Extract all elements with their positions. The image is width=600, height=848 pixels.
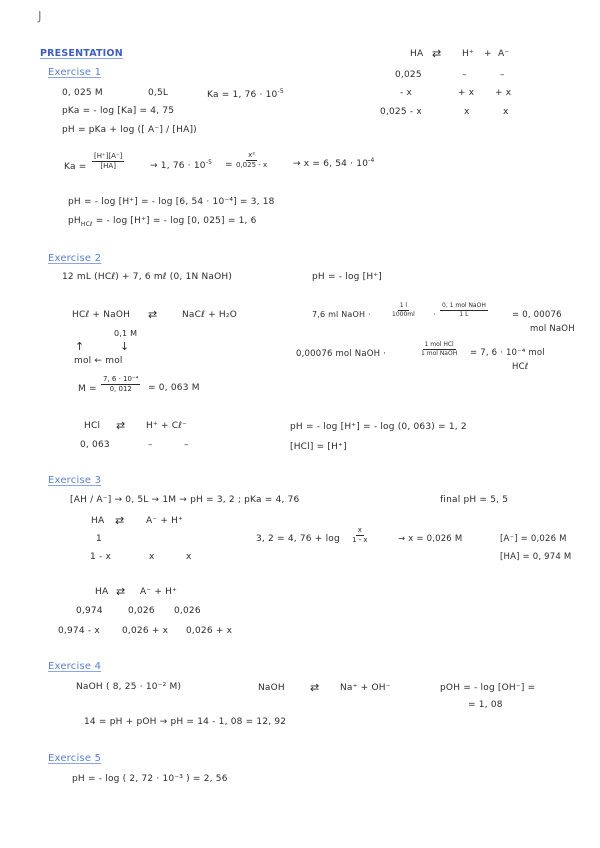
ex1-ph-formula: pH = pKa + log ([ A⁻] / [HA]) bbox=[62, 125, 197, 135]
exercise-3-heading: Exercise 3 bbox=[48, 475, 102, 486]
ex2-conv1-frac1-num: 1 l bbox=[399, 302, 408, 309]
ex3-ha-conc: [HA] = 0, 974 M bbox=[500, 552, 572, 562]
ex1-ka-result-exp: -4 bbox=[368, 157, 375, 164]
ex2-conv1-result: = 0, 00076 bbox=[512, 310, 562, 320]
ice-r1c2: – bbox=[462, 70, 467, 80]
ex2-conv2-frac-num: 1 mol HCl bbox=[424, 341, 454, 348]
ice-r2c3: + x bbox=[495, 88, 512, 98]
ex2-conv1-prefix: 7,6 ml NaOH · bbox=[312, 310, 371, 319]
ex4-poh: pOH = - log [OH⁻] = bbox=[440, 683, 536, 693]
ex1-ka-frac2-den: 0,025 - x bbox=[236, 161, 268, 169]
ex2-conv1-frac1-den: 1000ml bbox=[392, 311, 415, 318]
ex1-ka bbox=[207, 89, 284, 100]
ex2-diss-arrow: ⇄ bbox=[116, 419, 126, 432]
ex1-ka-text: Ka = 1, 76 · 10 bbox=[207, 90, 278, 100]
ex2-arrow-down: ↓ bbox=[120, 340, 130, 353]
ex1-ka-mid bbox=[150, 160, 212, 171]
exercise-2-heading: Exercise 2 bbox=[48, 253, 102, 264]
ice-r2c2: + x bbox=[458, 88, 475, 98]
exercise-5-heading: Exercise 5 bbox=[48, 753, 102, 764]
ex3-eq2-r1c1: 0,974 bbox=[76, 606, 103, 616]
ice-r1c1: 0,025 bbox=[395, 70, 422, 80]
ice-r2c1: - x bbox=[400, 88, 413, 98]
ex2-ph-result: pH = - log [H⁺] = - log (0, 063) = 1, 2 bbox=[290, 422, 467, 432]
corner-mark: J bbox=[38, 9, 42, 23]
ex3-eq2-arrow: ⇄ bbox=[116, 585, 126, 598]
ex2-equality: [HCl] = [H⁺] bbox=[290, 442, 347, 452]
exercise-1-heading: Exercise 1 bbox=[48, 67, 102, 78]
ex1-ka-mid-text: → 1, 76 · 10 bbox=[150, 161, 206, 171]
ex3-row1: 1 bbox=[96, 534, 102, 544]
ex2-conv2-prefix: 0,00076 mol NaOH · bbox=[296, 349, 387, 359]
ice-a: A⁻ bbox=[498, 49, 510, 59]
ex2-conv1-unit: mol NaOH bbox=[530, 324, 575, 334]
ex3-eq2-r1c2: 0,026 bbox=[128, 606, 155, 616]
ex1-ph: pH = - log [H⁺] = - log [6, 54 · 10⁻⁴] = 3, 18 bbox=[68, 197, 275, 207]
ex2-eq-arrow: ⇄ bbox=[148, 308, 158, 321]
ex3-eq1-products: A⁻ + H⁺ bbox=[146, 516, 184, 526]
ex2-conv1-frac1 bbox=[392, 303, 415, 318]
ex1-pka: pKa = - log [Ka] = 4, 75 bbox=[62, 106, 175, 116]
ice-plus: + bbox=[484, 49, 492, 59]
ex2-reactants: HCℓ + NaOH bbox=[72, 310, 131, 320]
ice-arrow: ⇄ bbox=[432, 47, 442, 60]
ex2-conv1-frac2-den: 1 L bbox=[459, 311, 469, 318]
ex3-eq2-r1c3: 0,026 bbox=[174, 606, 201, 616]
ex2-conv1-dot: · bbox=[433, 310, 436, 319]
ex1-ph-hcl-rest: = - log [H⁺] = - log [0, 025] = 1, 6 bbox=[95, 216, 257, 226]
ex1-ka-frac2-num: x² bbox=[248, 151, 256, 159]
ex1-ph-hcl bbox=[68, 217, 257, 228]
ex2-given: 12 mL (HCℓ) + 7, 6 mℓ (0, 1N NaOH) bbox=[62, 272, 233, 282]
ex3-eq2-r2c3: 0,026 + x bbox=[186, 626, 233, 636]
ex2-diss-reactant: HCl bbox=[84, 421, 101, 431]
ex2-conv2-frac bbox=[421, 342, 457, 357]
ex2-molarity-frac-den: 0, 012 bbox=[109, 385, 132, 393]
ex3-eq2-ha: HA bbox=[95, 587, 109, 597]
ex3-final-ph: final pH = 5, 5 bbox=[440, 495, 509, 505]
ice-ha: HA bbox=[410, 49, 424, 59]
ex2-diss-v3: – bbox=[184, 440, 189, 450]
ex1-ka-fraction-2 bbox=[236, 152, 267, 169]
ex1-volume: 0,5L bbox=[148, 88, 169, 98]
ex3-row2-c2: x bbox=[149, 552, 155, 562]
ex3-eq2-products: A⁻ + H⁺ bbox=[140, 587, 178, 597]
ex4-ph: 14 = pH + pOH → pH = 14 - 1, 08 = 12, 92 bbox=[84, 717, 287, 727]
ice-r3c3: x bbox=[503, 107, 509, 117]
ex1-ka-fraction-1 bbox=[92, 153, 124, 170]
ice-r3c1: 0,025 - x bbox=[380, 107, 422, 117]
ex1-ph-hcl-sub: HCℓ bbox=[80, 220, 93, 228]
ex1-ka-result-text: → x = 6, 54 · 10 bbox=[293, 159, 369, 169]
exercise-4-heading: Exercise 4 bbox=[48, 661, 102, 672]
ex4-given: NaOH ( 8, 25 · 10⁻² M) bbox=[76, 682, 182, 692]
ex4-diss-arrow: ⇄ bbox=[310, 681, 320, 694]
ex5-ph: pH = - log ( 2, 72 · 10⁻³ ) = 2, 56 bbox=[72, 774, 228, 784]
ex2-conv2-result: = 7, 6 · 10⁻⁴ mol bbox=[470, 348, 545, 358]
page-title: PRESENTATION bbox=[40, 48, 123, 59]
ex2-molarity-prefix: M = bbox=[78, 384, 97, 394]
ex3-given: [AH / A⁻] → 0, 5L → 1M → pH = 3, 2 ; pKa = 4, 76 bbox=[70, 495, 300, 505]
ex1-ka-equals: = bbox=[225, 160, 233, 170]
ex3-row2-c3: x bbox=[186, 552, 192, 562]
ex2-products: NaCℓ + H₂O bbox=[182, 310, 237, 320]
ex3-a-conc: [A⁻] = 0,026 M bbox=[500, 534, 567, 544]
ex3-hh-result: → x = 0,026 M bbox=[398, 534, 463, 544]
ex1-ka-frac1-num: [H⁺][A⁻] bbox=[94, 152, 123, 160]
ex1-concentration: 0, 025 M bbox=[62, 88, 103, 98]
ex2-diss-v2: – bbox=[148, 440, 153, 450]
ex3-hh-prefix: 3, 2 = 4, 76 + log bbox=[256, 534, 340, 544]
ex3-eq2-r2c1: 0,974 - x bbox=[58, 626, 100, 636]
ex1-ka-result bbox=[293, 158, 375, 169]
ex2-mol-label: mol ← mol bbox=[74, 356, 123, 366]
ex1-ka-exp: -5 bbox=[277, 88, 284, 95]
ex3-eq1-ha: HA bbox=[91, 516, 105, 526]
ex2-conv1-frac2-num: 0, 1 mol NaOH bbox=[442, 302, 486, 309]
ex2-conv1-frac2 bbox=[440, 303, 488, 318]
ex3-hh-frac-num: x bbox=[357, 526, 362, 534]
ex3-hh-frac-den: 1 - x bbox=[352, 536, 368, 544]
ex4-poh-result: = 1, 08 bbox=[468, 700, 503, 710]
ex2-conv2-unit: HCℓ bbox=[512, 362, 529, 372]
ex1-ka-frac1-den: [HA] bbox=[100, 162, 116, 170]
ex2-ph-def: pH = - log [H⁺] bbox=[312, 272, 382, 282]
ice-r1c3: – bbox=[500, 70, 505, 80]
ex2-molarity-frac bbox=[101, 376, 140, 393]
ex2-diss-v1: 0, 063 bbox=[80, 440, 110, 450]
ice-h: H⁺ bbox=[462, 49, 474, 59]
ex2-arrow-up: ↑ bbox=[75, 340, 85, 353]
ex4-diss-reactant: NaOH bbox=[258, 683, 285, 693]
ex1-ka-prefix: Ka = bbox=[64, 162, 87, 172]
ice-r3c2: x bbox=[464, 107, 470, 117]
ex2-conv2-frac-den: 1 mol NaOH bbox=[421, 350, 458, 357]
ex3-hh-frac bbox=[352, 527, 368, 544]
ex1-ka-mid-exp: -5 bbox=[205, 159, 213, 166]
ex2-molarity-result: = 0, 063 M bbox=[148, 383, 200, 393]
ex1-ph-hcl-prefix: pH bbox=[68, 216, 81, 226]
ex4-diss-products: Na⁺ + OH⁻ bbox=[340, 683, 391, 693]
ex2-molarity: 0,1 M bbox=[114, 329, 138, 338]
ex3-eq1-arrow: ⇄ bbox=[115, 514, 125, 527]
ex3-row2-c1: 1 - x bbox=[90, 552, 112, 562]
ex2-molarity-frac-num: 7, 6 · 10⁻⁴ bbox=[103, 375, 139, 383]
ex3-eq2-r2c2: 0,026 + x bbox=[122, 626, 169, 636]
ex2-diss-products: H⁺ + Cℓ⁻ bbox=[146, 421, 188, 431]
